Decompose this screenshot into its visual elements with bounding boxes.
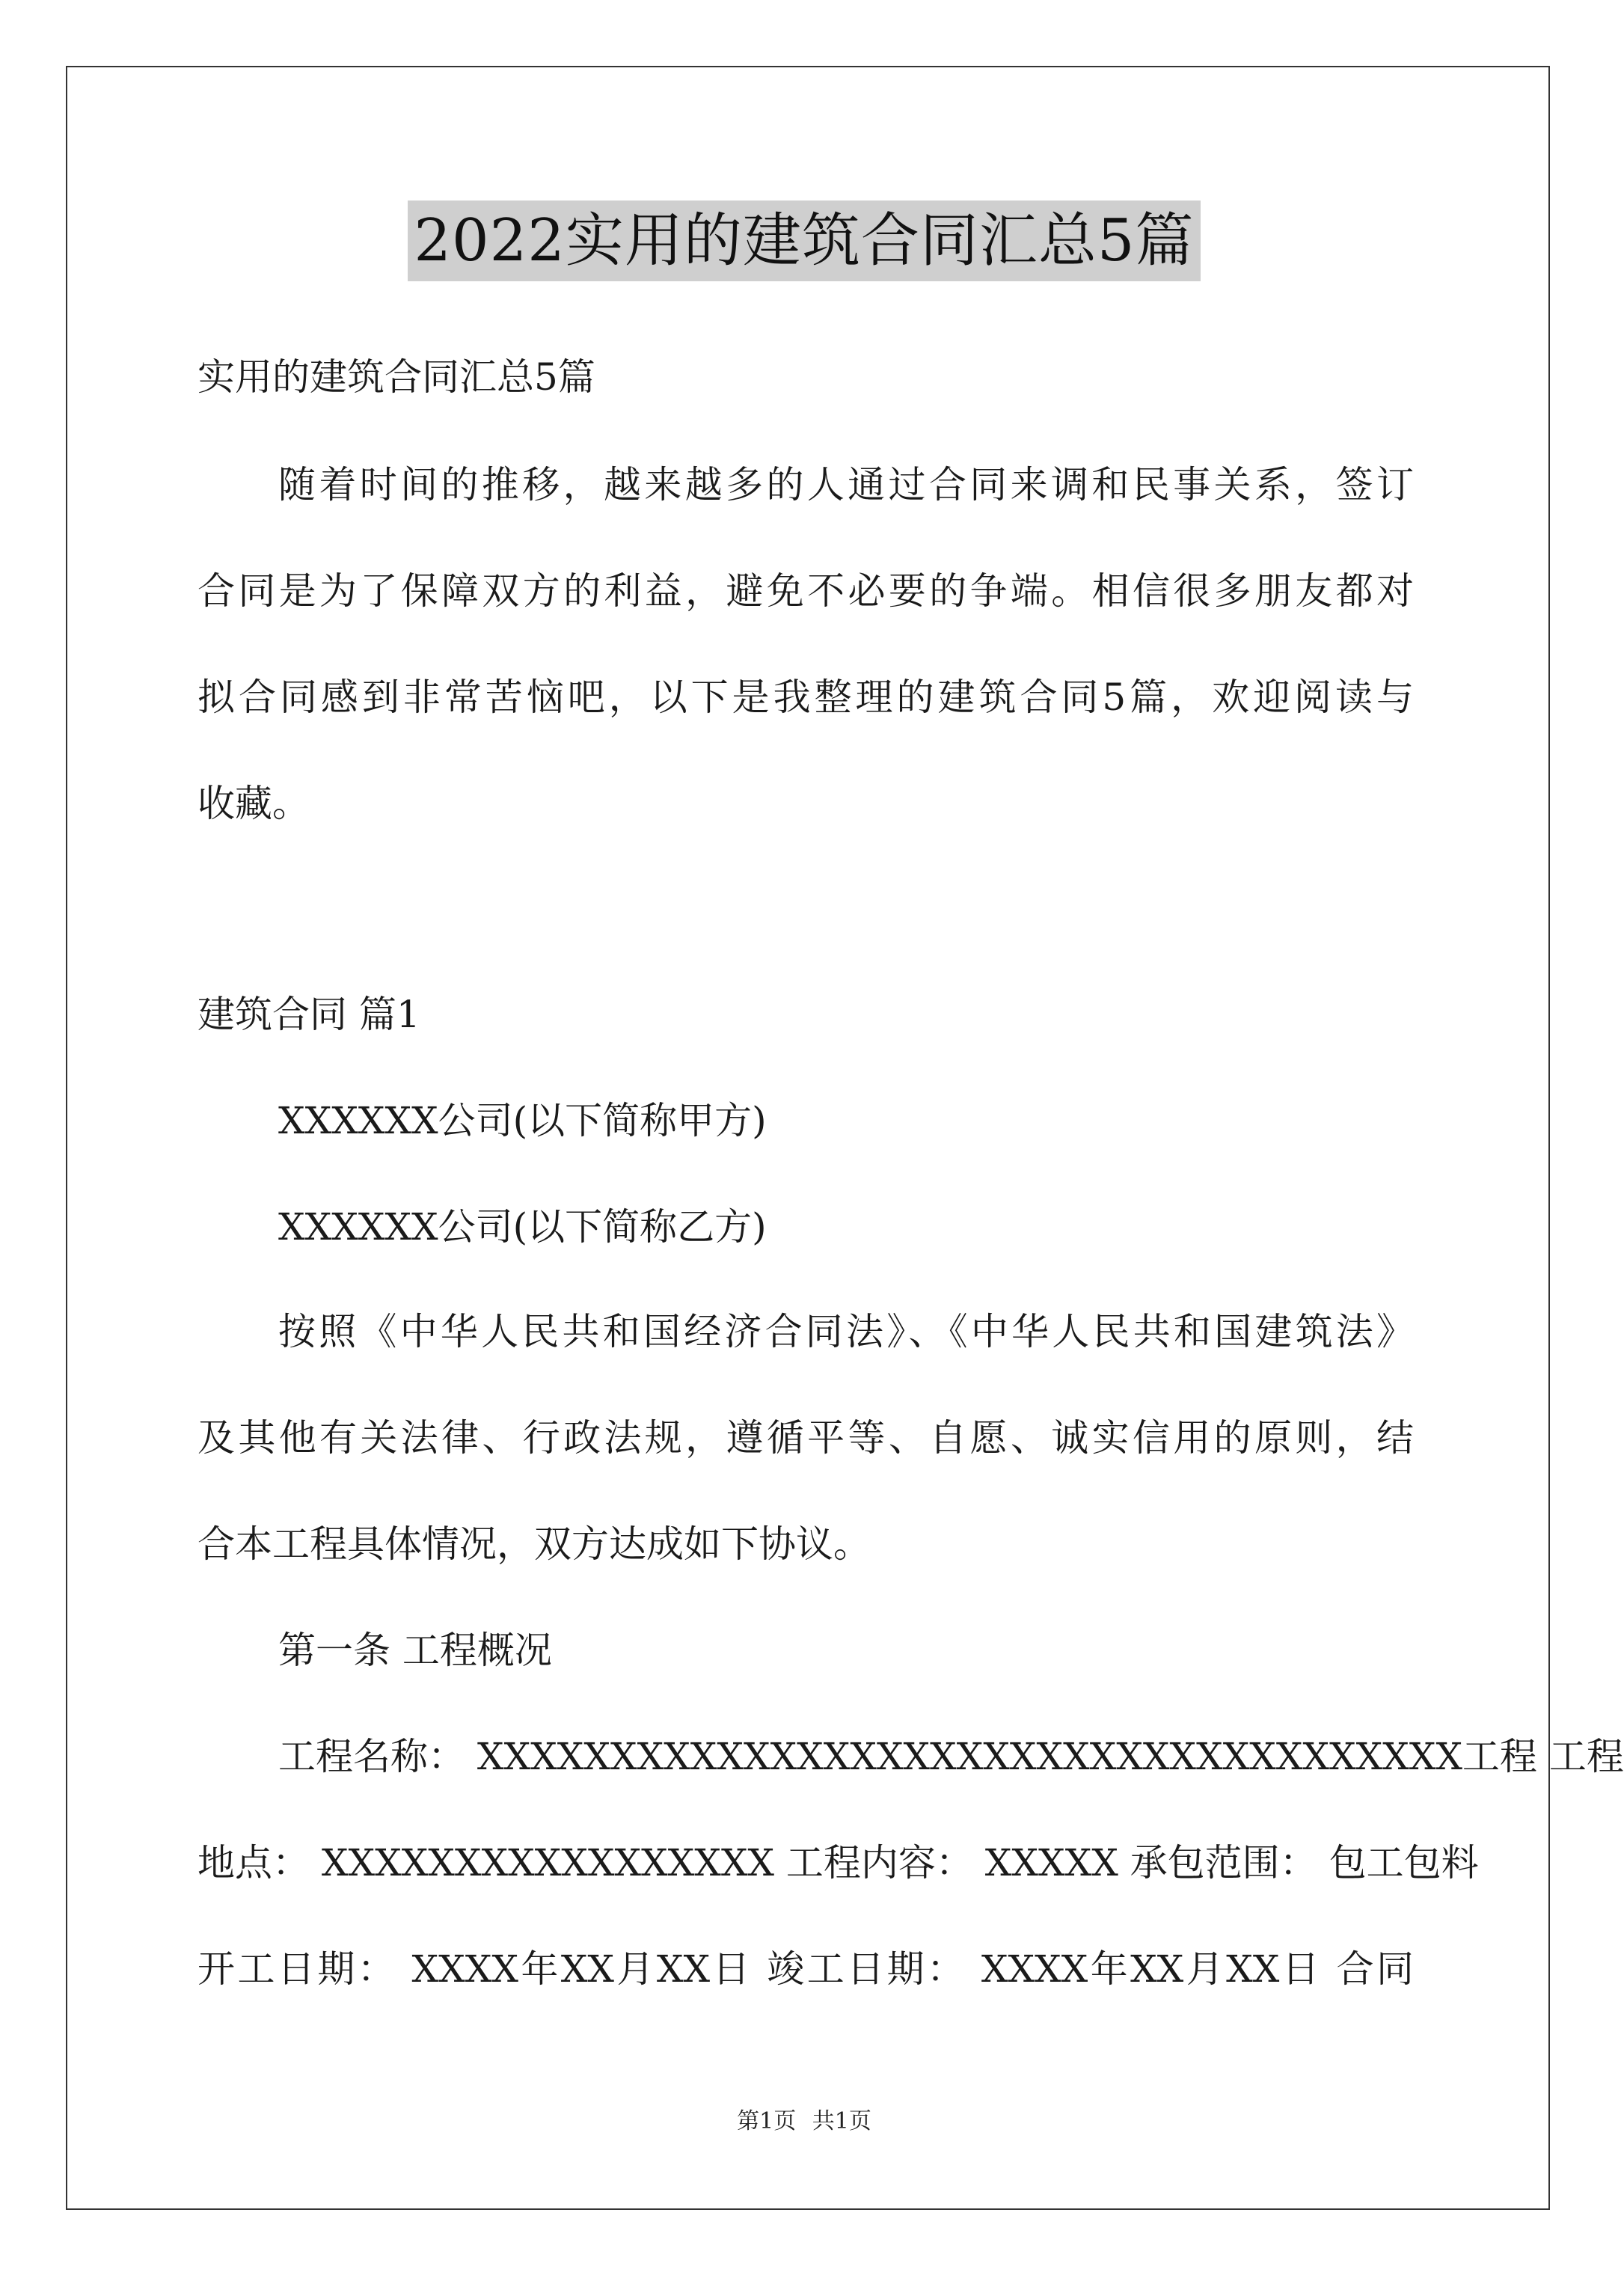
intro-line-4: 收藏。 bbox=[197, 782, 310, 825]
party-b-line: XXXXXX公司(以下简称乙方) bbox=[278, 1205, 767, 1249]
intro-line-2: 合同是为了保障双方的利益，避免不必要的争端。相信很多朋友都对 bbox=[197, 569, 1414, 613]
details-line-3: 开工日期： XXXX年XX月XX日 竣工日期： XXXX年XX月XX日 合同 bbox=[197, 1947, 1414, 1991]
subtitle-line: 实用的建筑合同汇总5篇 bbox=[197, 355, 595, 399]
page-total: 共1页 bbox=[812, 2108, 871, 2134]
document-title: 2022实用的建筑合同汇总5篇 bbox=[408, 200, 1200, 281]
page-number: 第1页 bbox=[737, 2108, 797, 2134]
intro-line-3: 拟合同感到非常苦恼吧，以下是我整理的建筑合同5篇，欢迎阅读与 bbox=[197, 676, 1414, 719]
section-heading: 建筑合同 篇1 bbox=[197, 993, 420, 1036]
basis-line-3: 合本工程具体情况，双方达成如下协议。 bbox=[197, 1522, 871, 1566]
details-line-1: 工程名称： XXXXXXXXXXXXXXXXXXXXXXXXXXXXXXXXXXXXX工程 工程 bbox=[278, 1735, 1624, 1778]
article-heading: 第一条 工程概况 bbox=[278, 1629, 552, 1672]
basis-line-2: 及其他有关法律、行政法规，遵循平等、自愿、诚实信用的原则，结 bbox=[197, 1416, 1414, 1460]
party-a-line: XXXXXX公司(以下简称甲方) bbox=[278, 1099, 767, 1142]
details-line-2: 地点： XXXXXXXXXXXXXXXXX 工程内容： XXXXX 承包范围： 包工包料 bbox=[197, 1841, 1479, 1884]
page-footer bbox=[0, 2107, 1608, 2137]
intro-line-1: 随着时间的推移，越来越多的人通过合同来调和民事关系，签订 bbox=[278, 463, 1414, 506]
basis-line-1: 按照《中华人民共和国经济合同法》、《中华人民共和国建筑法》 bbox=[278, 1310, 1414, 1353]
title-wrap bbox=[0, 200, 1608, 281]
